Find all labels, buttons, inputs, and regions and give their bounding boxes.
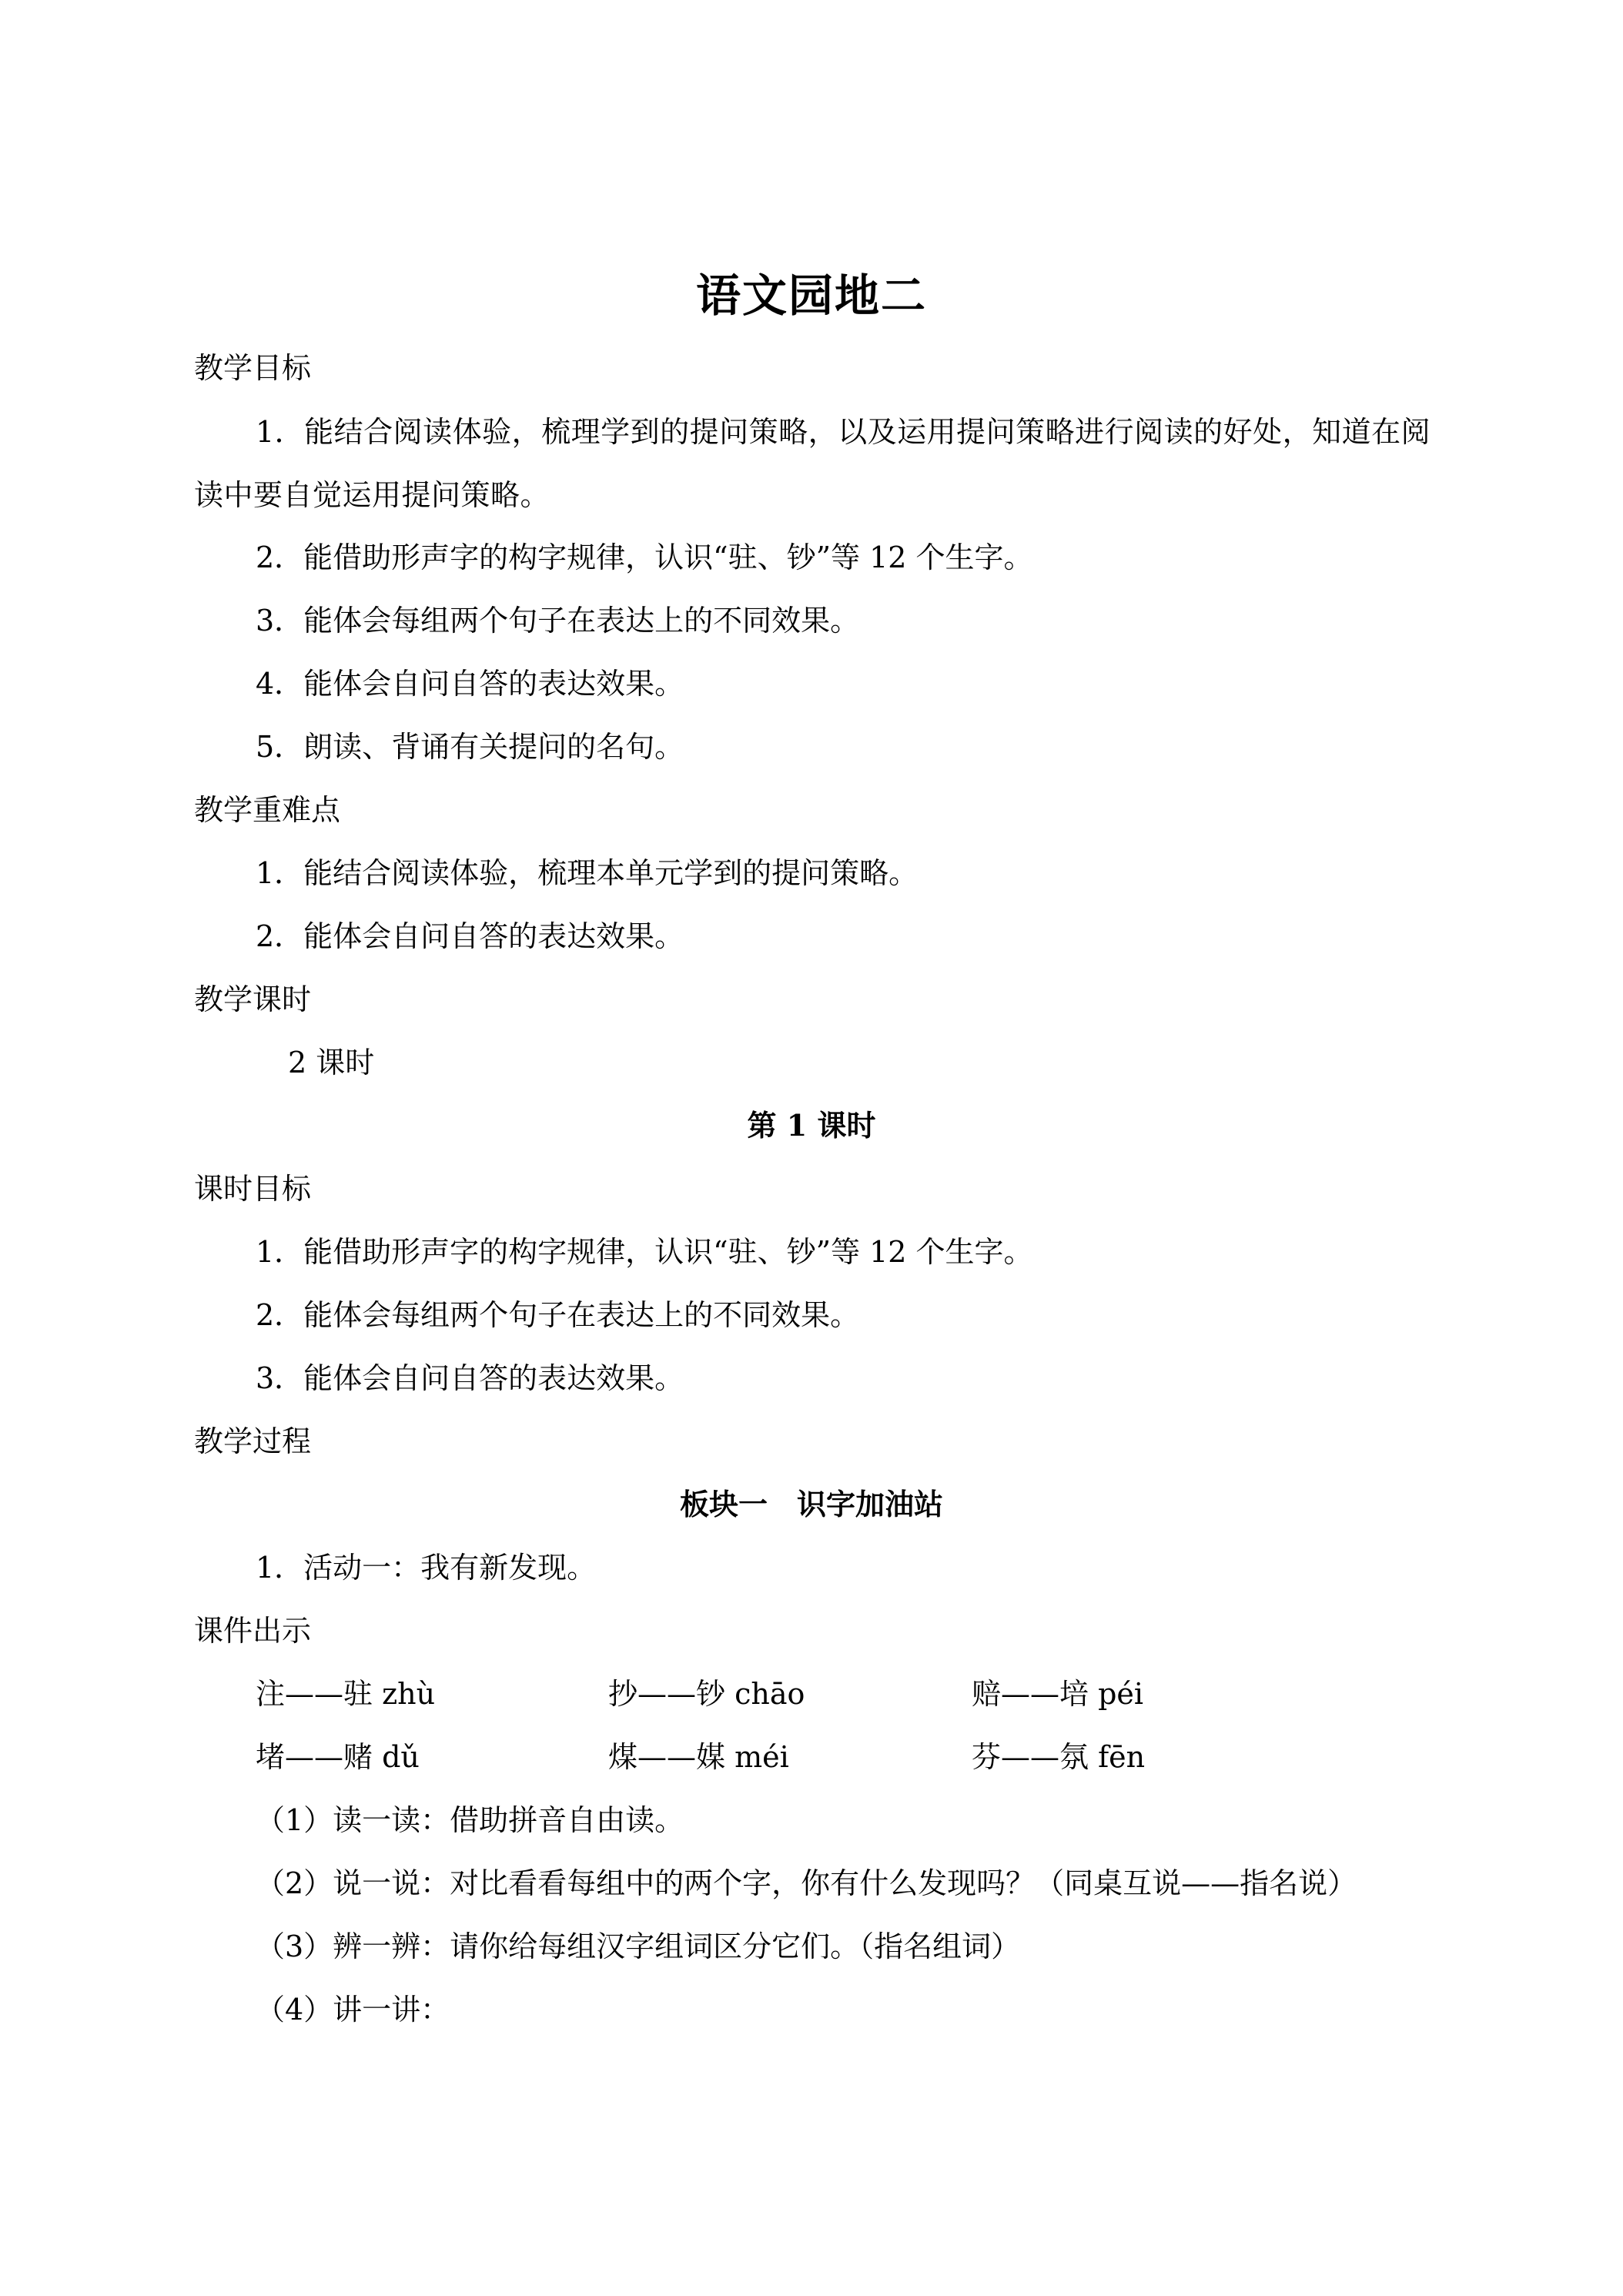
goal-item: 1．能结合阅读体验，梳理学到的提问策略，以及运用提问策略进行阅读的好处，知道在阅读中要自觉运用提问策略。 xyxy=(194,415,1431,512)
courseware-label: 课件出示 xyxy=(194,1614,312,1648)
char-pair: 注——驻 zhù xyxy=(256,1677,436,1711)
lesson-goals-heading: 课时目标 xyxy=(194,1172,312,1206)
activity-item: 1．活动一：我有新发现。 xyxy=(256,1551,597,1585)
char-pair: 抄——钞 chāo xyxy=(608,1677,805,1711)
char-pair: 煤——媒 méi xyxy=(608,1740,789,1774)
key-points-heading: 教学重难点 xyxy=(194,793,341,827)
lesson1-heading: 第 1 课时 xyxy=(747,1108,876,1143)
char-pair: 芬——氛 fēn xyxy=(972,1740,1146,1774)
goal-item: 4．能体会自问自答的表达效果。 xyxy=(256,667,684,701)
process-heading: 教学过程 xyxy=(194,1424,312,1458)
key-point-item: 2．能体会自问自答的表达效果。 xyxy=(256,919,684,953)
goal-item: 2．能借助形声字的构字规律，认识“驻、钞”等 12 个生字。 xyxy=(256,541,1033,574)
goals-heading: 教学目标 xyxy=(194,351,312,385)
page-title: 语文园地二 xyxy=(695,269,927,322)
lesson-goal-item: 1．能借助形声字的构字规律，认识“驻、钞”等 12 个生字。 xyxy=(256,1235,1033,1269)
lesson-goal-item: 2．能体会每组两个句子在表达上的不同效果。 xyxy=(256,1298,860,1332)
goal-item: 5．朗读、背诵有关提问的名句。 xyxy=(256,730,684,764)
step-item: （1）读一读：借助拼音自由读。 xyxy=(256,1803,684,1837)
step-item: （4）讲一讲： xyxy=(256,1993,450,2027)
goal-item: 3．能体会每组两个句子在表达上的不同效果。 xyxy=(256,604,860,638)
char-pair: 堵——赌 dǔ xyxy=(256,1740,420,1774)
hours-heading: 教学课时 xyxy=(194,982,312,1016)
hours-value: 2 课时 xyxy=(288,1046,375,1079)
block1-heading: 板块一 识字加油站 xyxy=(679,1487,943,1521)
char-pair: 赔——培 péi xyxy=(972,1677,1144,1711)
step-item: （3）辨一辨：请你给每组汉字组词区分它们。（指名组词） xyxy=(256,1930,1021,1963)
key-point-item: 1．能结合阅读体验，梳理本单元学到的提问策略。 xyxy=(256,856,919,890)
lesson-goal-item: 3．能体会自问自答的表达效果。 xyxy=(256,1361,684,1395)
step-item: （2）说一说：对比看看每组中的两个字，你有什么发现吗？（同桌互说——指名说） xyxy=(256,1866,1357,1900)
